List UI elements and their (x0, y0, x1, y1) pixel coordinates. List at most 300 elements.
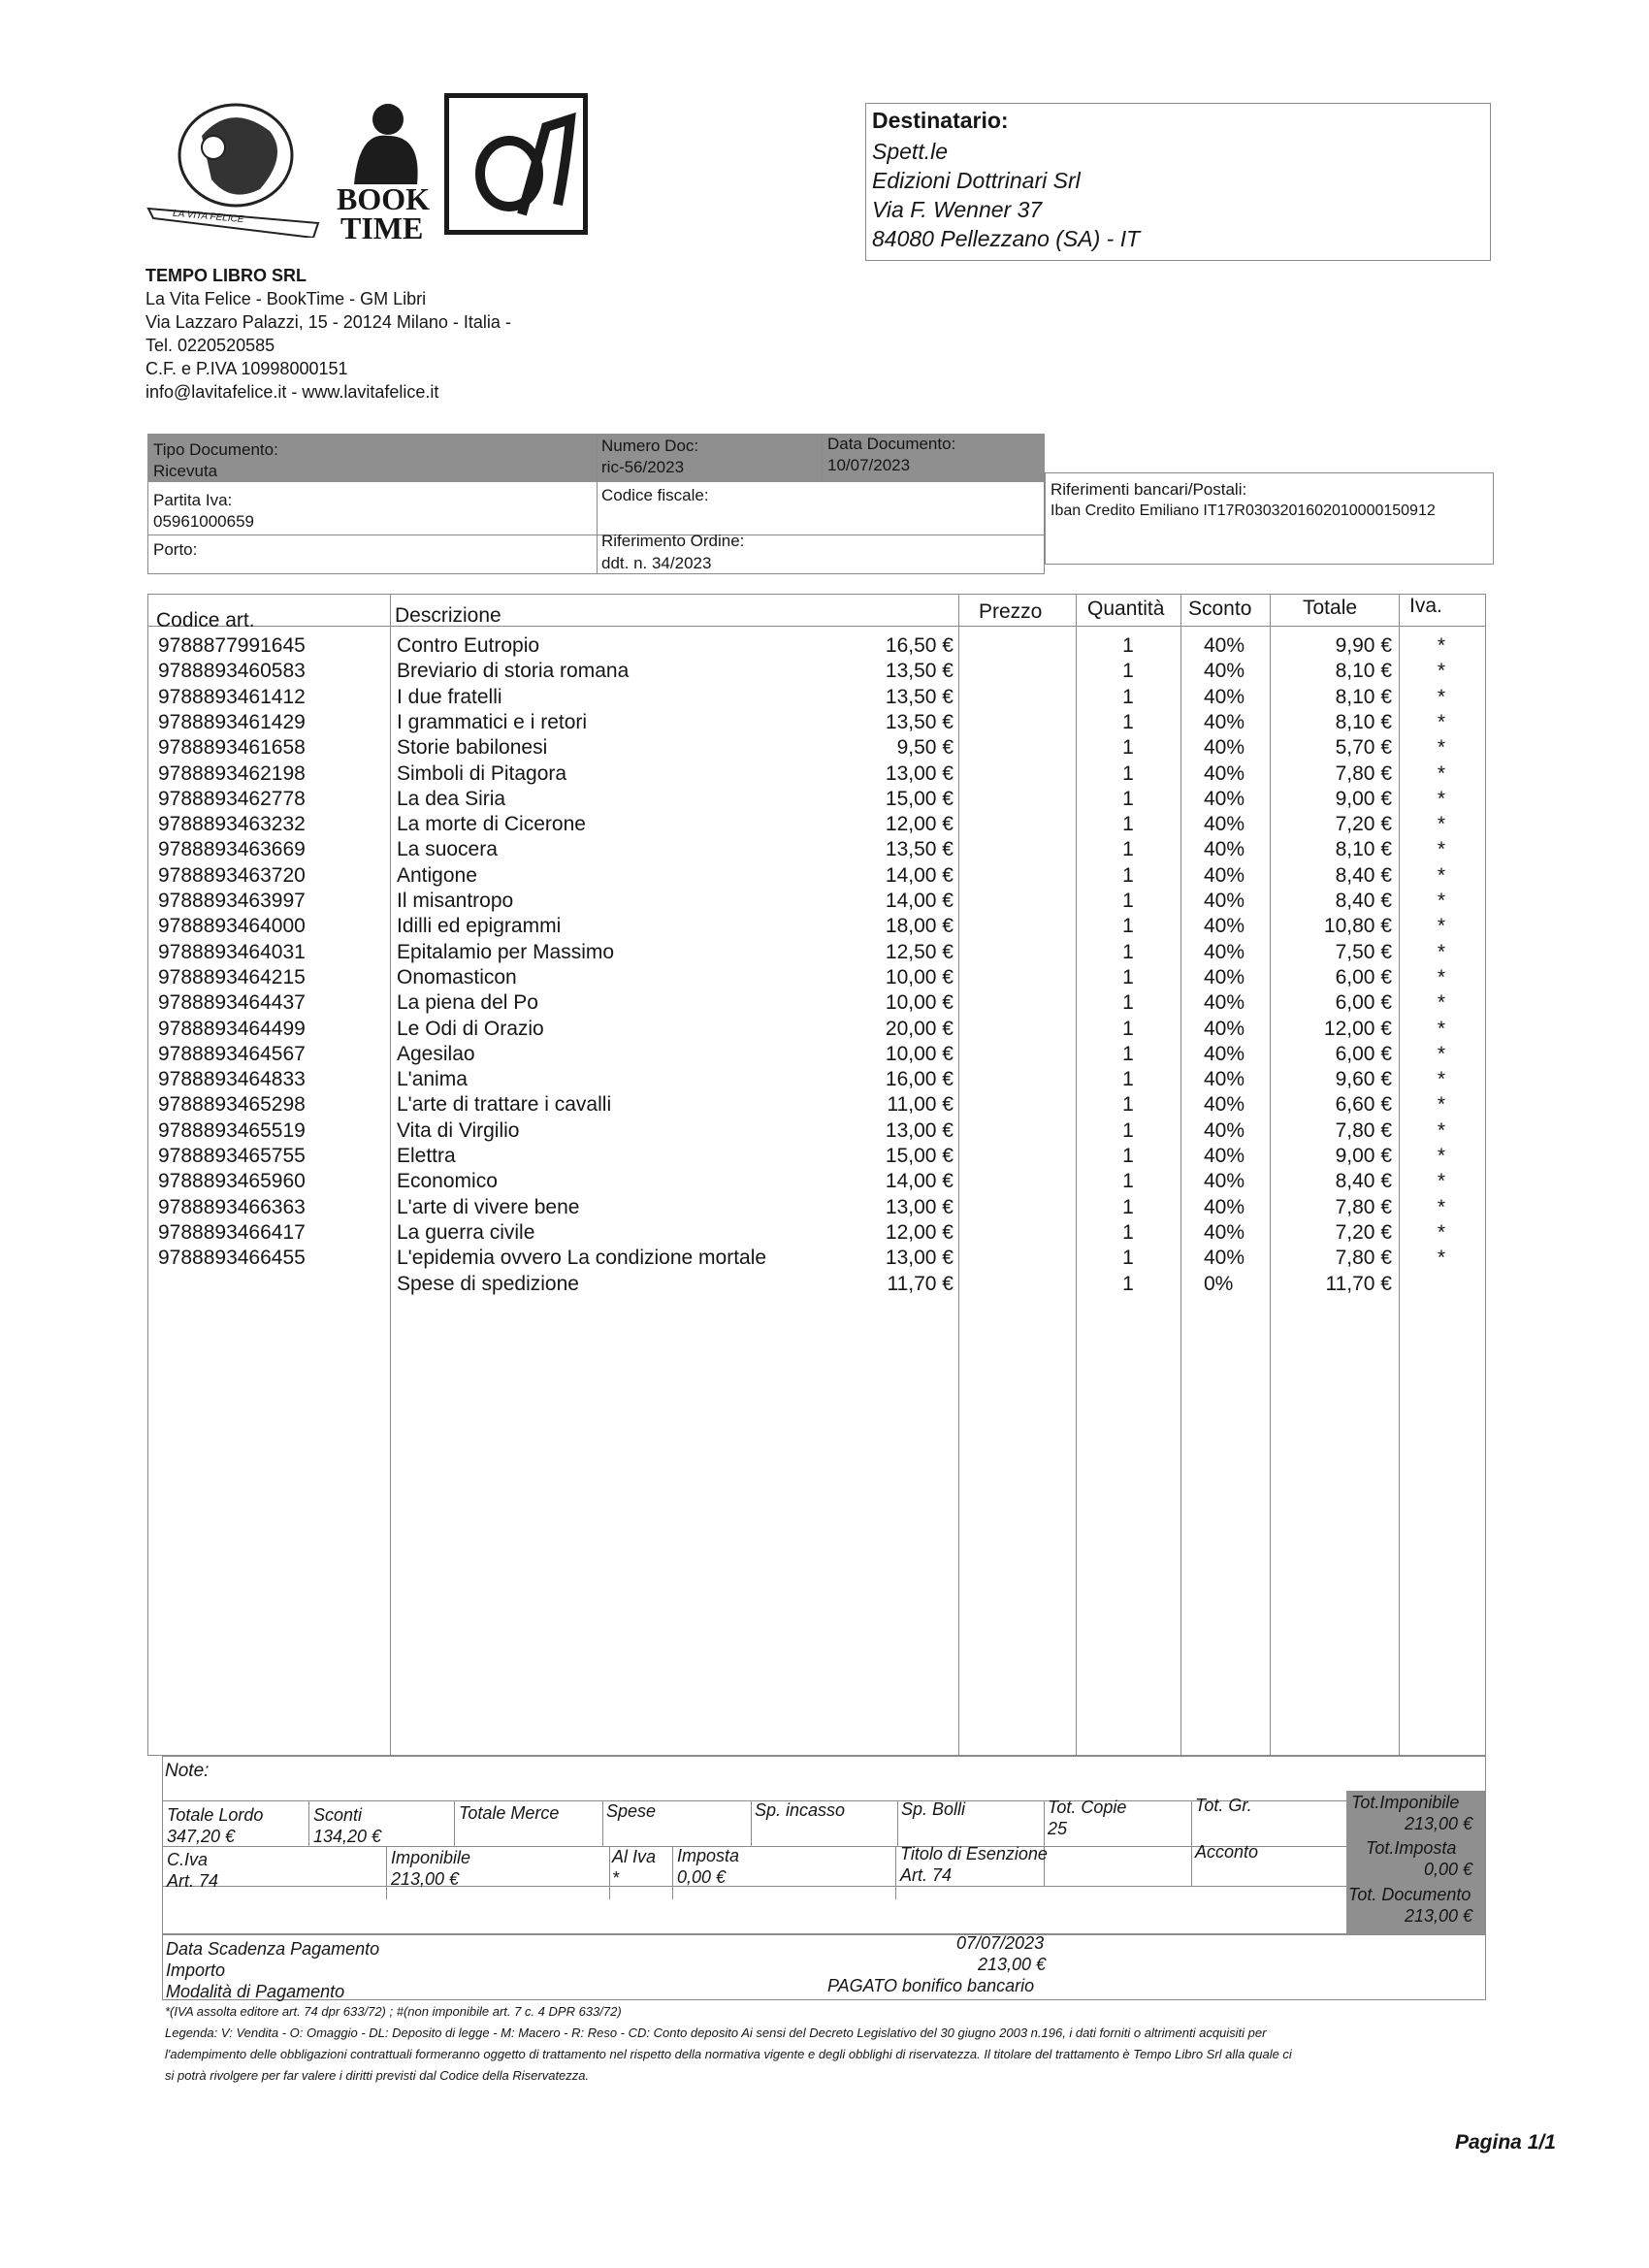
recipient-line-2: Edizioni Dottrinari Srl (872, 168, 1081, 193)
cell-quantita: 1 (1122, 1068, 1134, 1091)
cell-totale: 7,20 € (1335, 1220, 1392, 1244)
items-table (147, 594, 1486, 1756)
recipient-line-3: Via F. Wenner 37 (872, 197, 1043, 222)
table-row (148, 735, 1485, 761)
cell-sconto: 0% (1204, 1272, 1234, 1295)
cell-quantita: 1 (1122, 1145, 1134, 1167)
cell-totale: 8,10 € (1335, 685, 1392, 708)
scadenza-label: Data Scadenza Pagamento (166, 1939, 380, 1959)
table-row (148, 710, 1485, 735)
partita-iva-value: 05961000659 (153, 512, 255, 531)
cell-prezzo: 15,00 € (885, 1145, 954, 1167)
esenzione-value: Art. 74 (900, 1865, 953, 1885)
book-time-word-2: TIME (340, 211, 424, 245)
cell-sconto: 40% (1204, 838, 1245, 861)
data-doc-label: Data Documento: (827, 435, 956, 453)
cell-quantita: 1 (1122, 710, 1134, 733)
header-sconto: Sconto (1188, 598, 1252, 620)
cell-iva: * (1437, 761, 1446, 785)
cell-descrizione: Le Odi di Orazio (397, 1017, 544, 1040)
footer-legend-3: si potrà rivolgere per far valere i diritti previsti dal Codice della Riservatezza. (165, 2068, 590, 2083)
scadenza-value: 07/07/2023 (956, 1933, 1045, 1953)
civa-value: Art. 74 (167, 1871, 219, 1891)
riferimenti-label: Riferimenti bancari/Postali: (1051, 480, 1247, 499)
header-line (148, 626, 1485, 627)
cell-iva: * (1437, 1145, 1446, 1167)
cell-codice: 9788893463232 (158, 813, 306, 836)
table-row (148, 787, 1485, 812)
cell-sconto: 40% (1204, 1068, 1245, 1091)
cell-iva: * (1437, 1093, 1446, 1117)
cell-totale: 6,00 € (1335, 991, 1392, 1015)
imposta-label: Imposta (677, 1846, 740, 1865)
cell-codice: 9788893462778 (158, 787, 306, 810)
totale-lordo-label: Totale Lordo (167, 1805, 264, 1825)
cell-quantita: 1 (1122, 1195, 1134, 1218)
cell-codice: 9788893465298 (158, 1093, 306, 1117)
company-info (146, 264, 511, 404)
cell-iva: * (1437, 787, 1446, 810)
table-row (148, 1220, 1485, 1246)
cell-sconto: 40% (1204, 1195, 1245, 1218)
tot-copie-value: 25 (1048, 1819, 1068, 1838)
cell-prezzo: 10,00 € (885, 991, 954, 1015)
cell-descrizione: Vita di Virgilio (397, 1118, 520, 1142)
company-line-4: C.F. e P.IVA 10998000151 (146, 359, 348, 378)
cell-codice: 9788893464215 (158, 965, 306, 988)
table-row (148, 837, 1485, 862)
cell-codice: 9788893464567 (158, 1042, 306, 1065)
table-row (148, 761, 1485, 787)
modalita-value: PAGATO bonifico bancario (827, 1976, 1035, 1995)
company-name: TEMPO LIBRO SRL (146, 266, 307, 285)
importo-value: 213,00 € (978, 1955, 1047, 1974)
cell-quantita: 1 (1122, 1118, 1134, 1142)
cell-sconto: 40% (1204, 761, 1245, 785)
table-row (148, 863, 1485, 889)
cell-sconto: 40% (1204, 634, 1245, 657)
cell-quantita: 1 (1122, 1093, 1134, 1117)
cell-descrizione: L'arte di vivere bene (397, 1195, 580, 1218)
cell-descrizione: Agesilao (397, 1042, 475, 1065)
table-row (148, 1092, 1485, 1118)
cell-iva: * (1437, 863, 1446, 887)
cell-prezzo: 16,00 € (885, 1068, 954, 1091)
cell-sconto: 40% (1204, 813, 1245, 836)
footer-legend-2: l'adempimento delle obbligazioni contrattuali formeranno oggetto di trattamento nel rispetto della normativa vigente e degli obblighi di riservatezza. Il titolare del trattamento è Tempo Libro Srl alla quale ci (165, 2047, 1292, 2061)
la-vita-felice-logo (144, 97, 328, 238)
page-number: Pagina 1/1 (1455, 2131, 1556, 2154)
table-row (148, 1067, 1485, 1092)
table-row (148, 1042, 1485, 1067)
tot-imposta-value: 0,00 € (1424, 1860, 1473, 1879)
cell-quantita: 1 (1122, 1247, 1134, 1270)
cell-iva: * (1437, 736, 1446, 760)
cell-codice: 9788893461429 (158, 710, 306, 733)
cell-iva: * (1437, 965, 1446, 988)
cell-codice: 9788893465755 (158, 1145, 306, 1167)
cell-quantita: 1 (1122, 660, 1134, 683)
book-time-logo (335, 92, 432, 243)
table-row (148, 940, 1485, 965)
cell-totale: 9,00 € (1335, 787, 1392, 810)
footer-note-1: *(IVA assolta editore art. 74 dpr 633/72) ; #(non imponibile art. 7 c. 4 DPR 633/72) (165, 2004, 622, 2019)
recipient-box (865, 103, 1491, 261)
cell-totale: 6,60 € (1335, 1093, 1392, 1117)
cell-sconto: 40% (1204, 660, 1245, 683)
cell-quantita: 1 (1122, 915, 1134, 938)
cell-prezzo: 13,50 € (885, 838, 954, 861)
cell-sconto: 40% (1204, 1220, 1245, 1244)
cell-quantita: 1 (1122, 736, 1134, 760)
cell-totale: 9,90 € (1335, 634, 1392, 657)
cell-iva: * (1437, 940, 1446, 963)
table-row (148, 1272, 1485, 1297)
totals-col-1 (308, 1800, 309, 1846)
table-row (148, 1144, 1485, 1169)
cell-iva: * (1437, 1118, 1446, 1142)
cell-prezzo: 12,50 € (885, 940, 954, 963)
totals-col-7 (1191, 1800, 1192, 1886)
cell-descrizione: La dea Siria (397, 787, 506, 810)
table-row (148, 812, 1485, 837)
table-row (148, 633, 1485, 659)
company-line-2: Via Lazzaro Palazzi, 15 - 20124 Milano - Italia - (146, 312, 511, 332)
cell-sconto: 40% (1204, 915, 1245, 938)
cell-quantita: 1 (1122, 965, 1134, 988)
cell-quantita: 1 (1122, 991, 1134, 1015)
sp-bolli-label: Sp. Bolli (901, 1799, 966, 1819)
recipient-line-1: Spett.le (872, 139, 948, 164)
cell-prezzo: 14,00 € (885, 1170, 954, 1193)
cell-descrizione: I due fratelli (397, 685, 502, 708)
cell-iva: * (1437, 890, 1446, 912)
cell-iva: * (1437, 685, 1446, 708)
cell-quantita: 1 (1122, 890, 1134, 912)
cell-sconto: 40% (1204, 1118, 1245, 1142)
cell-descrizione: Antigone (397, 863, 477, 887)
gm-libri-logo (444, 93, 588, 235)
cell-descrizione: Breviario di storia romana (397, 660, 630, 683)
cell-iva: * (1437, 1220, 1446, 1244)
cell-totale: 7,20 € (1335, 813, 1392, 836)
cell-descrizione: Spese di spedizione (397, 1272, 579, 1295)
cell-totale: 8,40 € (1335, 890, 1392, 912)
cell-descrizione: Contro Eutropio (397, 634, 540, 657)
cell-totale: 11,70 € (1325, 1272, 1392, 1295)
cell-sconto: 40% (1204, 890, 1245, 912)
cell-sconto: 40% (1204, 685, 1245, 708)
table-row (148, 685, 1485, 710)
cell-totale: 7,80 € (1335, 1118, 1392, 1142)
tot-gr-label: Tot. Gr. (1195, 1796, 1252, 1815)
numero-doc-label: Numero Doc: (601, 437, 699, 455)
cell-prezzo: 13,50 € (885, 685, 954, 708)
tot-documento-label: Tot. Documento (1348, 1885, 1471, 1904)
cell-totale: 6,00 € (1335, 965, 1392, 988)
partita-iva-label: Partita Iva: (153, 491, 233, 509)
cell-quantita: 1 (1122, 787, 1134, 810)
importo-label: Importo (166, 1960, 226, 1980)
cell-quantita: 1 (1122, 863, 1134, 887)
numero-doc-value: ric-56/2023 (601, 458, 685, 476)
cell-totale: 9,60 € (1335, 1068, 1392, 1091)
header-descrizione: Descrizione (395, 604, 501, 627)
cell-sconto: 40% (1204, 787, 1245, 810)
tipo-doc-label: Tipo Documento: (153, 440, 278, 459)
cell-descrizione: La guerra civile (397, 1220, 535, 1244)
cell-codice: 9788893463669 (158, 838, 306, 861)
tot-imponibile-value: 213,00 € (1405, 1814, 1473, 1833)
cell-prezzo: 15,00 € (885, 787, 954, 810)
cell-sconto: 40% (1204, 710, 1245, 733)
cell-codice: 9788893464499 (158, 1017, 306, 1040)
table-row (148, 990, 1485, 1016)
tot-imposta-label: Tot.Imposta (1366, 1838, 1457, 1858)
cell-totale: 7,80 € (1335, 761, 1392, 785)
cell-quantita: 1 (1122, 1220, 1134, 1244)
cell-prezzo: 10,00 € (885, 1042, 954, 1065)
cell-totale: 8,10 € (1335, 660, 1392, 683)
cell-codice: 9788893460583 (158, 660, 306, 683)
cell-codice: 9788893461658 (158, 736, 306, 760)
cell-totale: 7,80 € (1335, 1247, 1392, 1270)
cell-iva: * (1437, 915, 1446, 938)
cell-descrizione: La suocera (397, 838, 498, 861)
table-row (148, 1017, 1485, 1042)
tipo-doc-value: Ricevuta (153, 462, 218, 480)
cell-totale: 8,10 € (1335, 710, 1392, 733)
cell-totale: 10,80 € (1323, 915, 1392, 938)
cell-iva: * (1437, 1170, 1446, 1193)
totals-col-9 (609, 1846, 610, 1899)
cell-iva: * (1437, 710, 1446, 733)
imponibile-label: Imponibile (391, 1848, 471, 1867)
data-doc-value: 10/07/2023 (827, 456, 911, 474)
cell-quantita: 1 (1122, 940, 1134, 963)
cell-quantita: 1 (1122, 761, 1134, 785)
cell-sconto: 40% (1204, 1017, 1245, 1040)
table-row (148, 1195, 1485, 1220)
cell-descrizione: Storie babilonesi (397, 736, 548, 760)
cell-prezzo: 12,00 € (885, 813, 954, 836)
cell-iva: * (1437, 1017, 1446, 1040)
cell-prezzo: 18,00 € (885, 915, 954, 938)
logo-banner-text: LA VITA FELICE (172, 208, 244, 226)
cell-quantita: 1 (1122, 838, 1134, 861)
doc-info-box (147, 482, 1045, 574)
totale-merce-label: Totale Merce (459, 1803, 560, 1823)
totals-col-3 (602, 1800, 603, 1846)
cell-descrizione: La morte di Cicerone (397, 813, 586, 836)
acconto-label: Acconto (1195, 1842, 1259, 1862)
cell-iva: * (1437, 1068, 1446, 1091)
tot-imponibile-label: Tot.Imponibile (1351, 1793, 1460, 1812)
cell-codice: 9788893465519 (158, 1118, 306, 1142)
cell-totale: 8,40 € (1335, 863, 1392, 887)
cell-sconto: 40% (1204, 1042, 1245, 1065)
cell-iva: * (1437, 660, 1446, 683)
header-quantita: Quantità (1087, 598, 1165, 620)
cell-iva: * (1437, 1195, 1446, 1218)
book-time-word-1: BOOK (337, 181, 431, 216)
cell-prezzo: 12,00 € (885, 1220, 954, 1244)
totals-col-4 (751, 1800, 752, 1846)
cell-descrizione: Il misantropo (397, 890, 514, 912)
cell-quantita: 1 (1122, 1042, 1134, 1065)
riferimento-ordine-value: ddt. n. 34/2023 (601, 554, 712, 572)
cell-prezzo: 13,00 € (885, 1118, 954, 1142)
cell-descrizione: Economico (397, 1170, 498, 1193)
esenzione-label: Titolo di Esenzione (900, 1844, 1048, 1863)
recipient-label: Destinatario: (872, 108, 1009, 133)
cell-totale: 7,50 € (1335, 940, 1392, 963)
cell-iva: * (1437, 991, 1446, 1015)
totals-col-11 (895, 1846, 896, 1899)
cell-prezzo: 13,00 € (885, 1195, 954, 1218)
doc-info-divider-2 (822, 434, 823, 482)
cell-sconto: 40% (1204, 991, 1245, 1015)
cell-prezzo: 13,00 € (885, 761, 954, 785)
totals-line-3 (163, 1886, 1346, 1887)
cell-prezzo: 16,50 € (885, 634, 954, 657)
cell-descrizione: L'anima (397, 1068, 468, 1091)
footer-legend-1: Legenda: V: Vendita - O: Omaggio - DL: Deposito di legge - M: Macero - R: Reso - CD: Conto deposito Ai sensi del Decreto Legislativo del 30 giugno 2003 n.196, i dati forniti o altrimenti acquisiti per (165, 2025, 1267, 2040)
table-row (148, 1169, 1485, 1194)
cell-descrizione: Onomasticon (397, 965, 517, 988)
modalita-label: Modalità di Pagamento (166, 1982, 345, 2001)
riferimenti-bancari-box (1045, 472, 1494, 565)
cell-sconto: 40% (1204, 940, 1245, 963)
cell-iva: * (1437, 1042, 1446, 1065)
cell-prezzo: 9,50 € (896, 736, 954, 760)
company-line-1: La Vita Felice - BookTime - GM Libri (146, 289, 427, 308)
table-row (148, 914, 1485, 939)
cell-totale: 8,10 € (1335, 838, 1392, 861)
cell-prezzo: 14,00 € (885, 863, 954, 887)
cell-iva: * (1437, 1247, 1446, 1270)
cell-prezzo: 20,00 € (885, 1017, 954, 1040)
cell-prezzo: 10,00 € (885, 965, 954, 988)
cell-iva: * (1437, 634, 1446, 657)
cell-totale: 5,70 € (1335, 736, 1392, 760)
cell-codice: 9788893461412 (158, 685, 306, 708)
cell-quantita: 1 (1122, 685, 1134, 708)
cell-iva: * (1437, 838, 1446, 861)
porto-label: Porto: (153, 540, 198, 559)
cell-prezzo: 13,50 € (885, 660, 954, 683)
cell-totale: 9,00 € (1335, 1145, 1392, 1167)
codice-fiscale-label: Codice fiscale: (601, 486, 709, 504)
aliva-value: * (612, 1868, 620, 1888)
totals-col-10 (672, 1846, 673, 1899)
payment-box (162, 1934, 1486, 2000)
cell-quantita: 1 (1122, 1017, 1134, 1040)
riferimento-ordine-label: Riferimento Ordine: (601, 532, 745, 550)
totals-col-2 (454, 1800, 455, 1846)
cell-sconto: 40% (1204, 1145, 1245, 1167)
cell-quantita: 1 (1122, 1170, 1134, 1193)
cell-totale: 6,00 € (1335, 1042, 1392, 1065)
cell-codice: 9788893463720 (158, 863, 306, 887)
cell-descrizione: Elettra (397, 1145, 456, 1167)
cell-sconto: 40% (1204, 1170, 1245, 1193)
header-prezzo: Prezzo (979, 600, 1043, 623)
totals-col-8 (386, 1846, 387, 1899)
cell-prezzo: 11,00 € (887, 1093, 954, 1117)
cell-sconto: 40% (1204, 1247, 1245, 1270)
cell-descrizione: Simboli di Pitagora (397, 761, 567, 785)
company-line-5: info@lavitafelice.it - www.lavitafelice.it (146, 382, 439, 402)
cell-descrizione: La piena del Po (397, 991, 538, 1015)
cell-sconto: 40% (1204, 1093, 1245, 1117)
header-codice: Codice art. (156, 609, 255, 632)
totals-box (162, 1756, 1486, 1934)
cell-codice: 9788893466417 (158, 1220, 306, 1244)
table-row (148, 965, 1485, 990)
cell-codice: 9788893466363 (158, 1195, 306, 1218)
cell-prezzo: 13,50 € (885, 710, 954, 733)
totale-lordo-value: 347,20 € (167, 1827, 236, 1846)
cell-codice: 9788893465960 (158, 1170, 306, 1193)
iban-value: Iban Credito Emiliano IT17R0303201602010000150912 (1051, 502, 1436, 519)
cell-codice: 9788893463997 (158, 890, 306, 912)
cell-prezzo: 11,70 € (887, 1272, 954, 1295)
recipient-line-4: 84080 Pellezzano (SA) - IT (872, 226, 1141, 251)
cell-sconto: 40% (1204, 965, 1245, 988)
cell-codice: 9788893462198 (158, 761, 306, 785)
cell-quantita: 1 (1122, 813, 1134, 836)
table-row (148, 659, 1485, 684)
cell-descrizione: I grammatici e i retori (397, 710, 588, 733)
header-totale: Totale (1303, 597, 1358, 619)
cell-descrizione: L'arte di trattare i cavalli (397, 1093, 612, 1117)
imponibile-value: 213,00 € (391, 1869, 460, 1889)
cell-totale: 12,00 € (1323, 1017, 1392, 1040)
civa-label: C.Iva (167, 1850, 209, 1869)
cell-totale: 7,80 € (1335, 1195, 1392, 1218)
totals-col-6 (1044, 1800, 1045, 1886)
cell-quantita: 1 (1122, 634, 1134, 657)
cell-descrizione: L'epidemia ovvero La condizione mortale (397, 1247, 767, 1270)
header-iva: Iva. (1409, 595, 1442, 617)
cell-sconto: 40% (1204, 736, 1245, 760)
cell-codice: 9788893464031 (158, 940, 306, 963)
cell-descrizione: Epitalamio per Massimo (397, 940, 615, 963)
cell-codice: 9788893464000 (158, 915, 306, 938)
table-row (148, 1246, 1485, 1271)
cell-prezzo: 14,00 € (885, 890, 954, 912)
aliva-label: Al Iva (612, 1847, 657, 1866)
cell-totale: 8,40 € (1335, 1170, 1392, 1193)
cell-codice: 9788893464833 (158, 1068, 306, 1091)
sconti-value: 134,20 € (313, 1827, 382, 1846)
cell-prezzo: 13,00 € (885, 1247, 954, 1270)
cell-descrizione: Idilli ed epigrammi (397, 915, 562, 938)
spese-label: Spese (606, 1801, 657, 1821)
tot-documento-value: 213,00 € (1405, 1906, 1473, 1926)
cell-sconto: 40% (1204, 863, 1245, 887)
cell-quantita: 1 (1122, 1272, 1134, 1295)
totals-col-5 (897, 1800, 898, 1846)
sp-incasso-label: Sp. incasso (755, 1800, 846, 1820)
cell-codice: 9788893466455 (158, 1247, 306, 1270)
company-line-3: Tel. 0220520585 (146, 336, 275, 355)
note-label: Note: (165, 1761, 210, 1781)
cell-codice: 9788877991645 (158, 634, 306, 657)
table-row (148, 889, 1485, 914)
cell-codice: 9788893464437 (158, 991, 306, 1015)
